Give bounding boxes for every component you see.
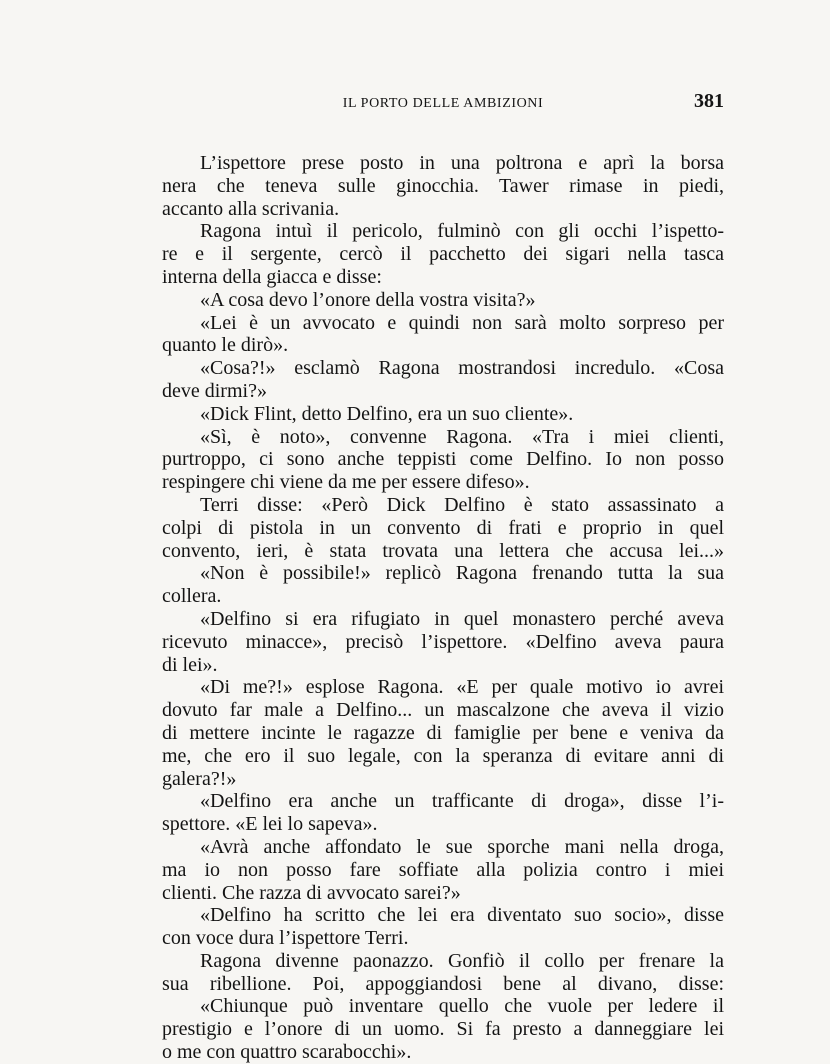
text-line: ma io non posso fare soffiate alla polizia contro i miei xyxy=(162,858,724,881)
body-text xyxy=(162,152,724,1064)
page-number: 381 xyxy=(694,90,724,112)
text-line: «Avrà anche affondato le sue sporche mani nella droga, xyxy=(200,835,724,858)
text-line: «Di me?!» esplose Ragona. «E per quale motivo io avrei xyxy=(200,676,724,699)
text-line: «A cosa devo l’onore della vostra visita?» xyxy=(200,288,536,311)
text-line: convento, ieri, è stata trovata una lettera che accusa lei...» xyxy=(162,539,724,562)
text-line: di mettere incinte le ragazze di famiglie per bene e veniva da xyxy=(162,721,724,744)
text-line: ricevuto minacce», precisò l’ispettore. «Delfino aveva paura xyxy=(162,630,724,653)
text-line: galera?!» xyxy=(162,767,237,790)
text-line: «Delfino si era rifugiato in quel monastero perché aveva xyxy=(200,607,724,630)
text-line: sua ribellione. Poi, appoggiandosi bene al divano, disse: xyxy=(162,972,724,995)
text-line: «Delfino era anche un trafficante di droga», disse l’i- xyxy=(200,790,724,813)
text-line: accanto alla scrivania. xyxy=(162,197,340,220)
text-line: con voce dura l’ispettore Terri. xyxy=(162,927,409,950)
running-title: IL PORTO DELLE AMBIZIONI xyxy=(342,96,544,111)
text-line: «Lei è un avvocato e quindi non sarà molto sorpreso per xyxy=(200,311,724,334)
text-line: «Cosa?!» esclamò Ragona mostrandosi incredulo. «Cosa xyxy=(200,357,724,380)
text-line: «Chiunque può inventare quello che vuole per ledere il xyxy=(200,995,724,1018)
text-line: deve dirmi?» xyxy=(162,379,267,402)
text-line: colpi di pistola in un convento di frati e proprio in quel xyxy=(162,516,724,539)
text-line: respingere chi viene da me per essere difeso». xyxy=(162,471,530,494)
text-line: Ragona intuì il pericolo, fulminò con gli occhi l’ispetto- xyxy=(200,220,724,243)
text-line: «Delfino ha scritto che lei era diventato suo socio», disse xyxy=(200,904,724,927)
text-line: di lei». xyxy=(162,653,218,676)
text-line: «Dick Flint, detto Delfino, era un suo cliente». xyxy=(200,402,574,425)
text-line: Ragona divenne paonazzo. Gonfiò il collo per frenare la xyxy=(200,949,724,972)
text-line: purtroppo, ci sono anche teppisti come Delfino. Io non posso xyxy=(162,448,724,471)
text-line: re e il sergente, cercò il pacchetto dei sigari nella tasca xyxy=(162,243,724,266)
text-line: spettore. «E lei lo sapeva». xyxy=(162,813,378,836)
text-line: dovuto far male a Delfino... un mascalzone che aveva il vizio xyxy=(162,699,724,722)
text-line: collera. xyxy=(162,585,222,608)
text-line: L’ispettore prese posto in una poltrona e aprì la borsa xyxy=(200,152,724,174)
text-line: me, che ero il suo legale, con la speranza di evitare anni di xyxy=(162,744,724,767)
text-line: interna della giacca e disse: xyxy=(162,265,382,288)
text-line: o me con quattro scarabocchi». xyxy=(162,1041,412,1064)
running-head xyxy=(162,90,724,116)
text-line: quanto le dirò». xyxy=(162,334,289,357)
text-line: «Sì, è noto», convenne Ragona. «Tra i miei clienti, xyxy=(200,425,724,448)
text-line: Terri disse: «Però Dick Delfino è stato assassinato a xyxy=(200,493,724,516)
text-line: nera che teneva sulle ginocchia. Tawer rimase in piedi, xyxy=(162,174,724,197)
text-line: clienti. Che razza di avvocato sarei?» xyxy=(162,881,461,904)
text-line: «Non è possibile!» replicò Ragona frenando tutta la sua xyxy=(200,562,724,585)
text-line: prestigio e l’onore di un uomo. Si fa presto a danneggiare lei xyxy=(162,1018,724,1041)
